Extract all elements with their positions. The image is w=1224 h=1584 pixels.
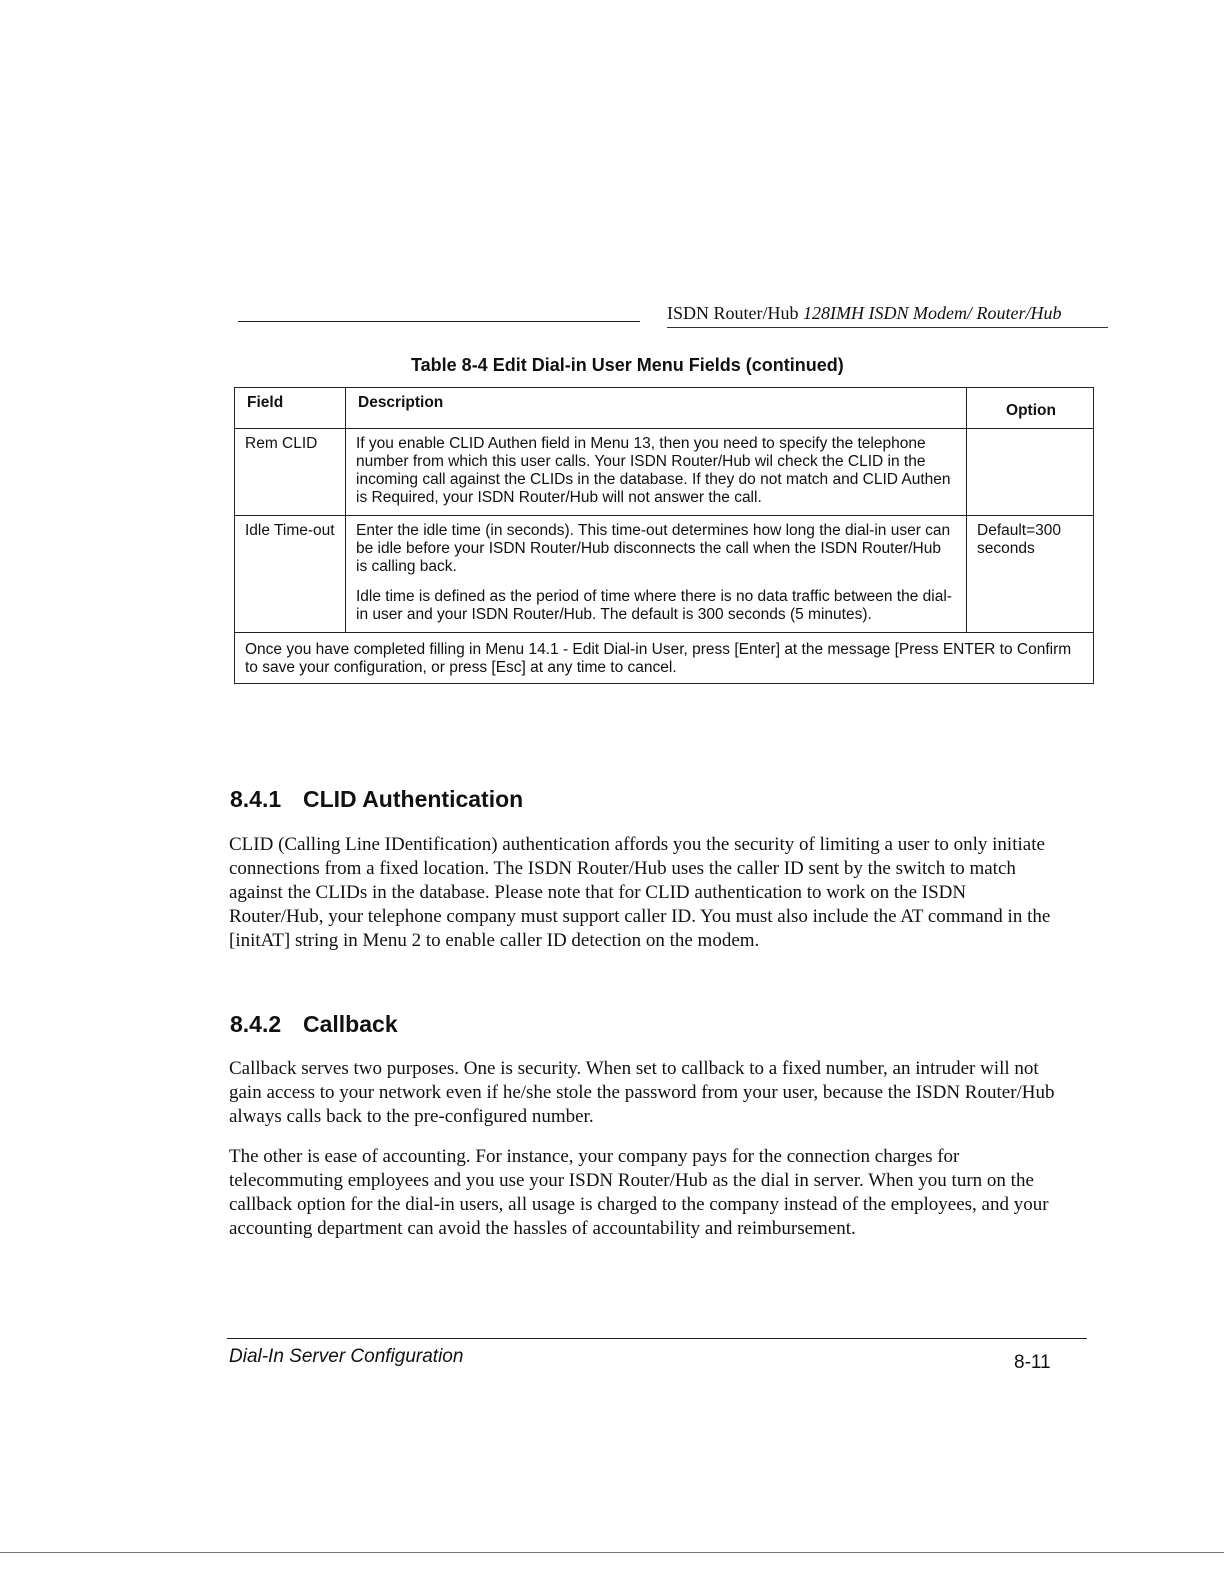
header-product: ISDN Router/Hub — [667, 303, 799, 323]
field-cell: Rem CLID — [235, 429, 346, 516]
field-cell: Idle Time-out — [235, 516, 346, 633]
clid-paragraph: CLID (Calling Line IDentification) authentication affords you the security of limiting a user to only initiate connections from a fixed location. The ISDN Router/Hub uses the caller ID sent by the switch to match against the CLIDs in the database. Please note that for CLID authentication to work on the ISDN Router/Hub, your telephone company must support caller ID. You must also include the AT command in the [initAT] string in Menu 2 to enable caller ID detection on the modem. — [229, 834, 1051, 951]
description-text: Enter the idle time (in seconds). This time-out determines how long the dial-in user can be idle before your ISDN Router/Hub disconnects the call when the ISDN Router/Hub is calling back. — [356, 522, 951, 575]
section-number: 8.4.2 — [230, 1011, 282, 1037]
description-cell — [346, 429, 967, 516]
option-cell: Default=300 seconds — [967, 516, 1094, 633]
table-row — [235, 516, 1094, 633]
column-header-field: Field — [235, 388, 346, 429]
section-heading-clid — [230, 786, 523, 813]
table-row — [235, 429, 1094, 516]
section-title: Callback — [303, 1011, 398, 1037]
header-model: 128IMH — [803, 303, 864, 323]
running-header — [667, 303, 1061, 324]
menu-fields-table — [234, 387, 1094, 684]
description-cell — [346, 516, 967, 633]
description-text: If you enable CLID Authen field in Menu 13, then you need to specify the telephone number from which this user calls. Your ISDN Router/Hub wil check the CLID in the incoming call against the CLIDs in the database. If they do not match and CLID Authen is Required, your ISDN Router/Hub will not answer the call. — [356, 435, 951, 506]
callback-paragraph-1: Callback serves two purposes. One is security. When set to callback to a fixed number, an intruder will not gain access to your network even if he/she stole the password from your user, because the ISDN Router/Hub always calls back to the pre-configured number. — [229, 1058, 1055, 1127]
section-title: CLID Authentication — [303, 786, 524, 812]
header-rule — [238, 321, 640, 322]
section-number: 8.4.1 — [230, 786, 282, 812]
scan-edge-line — [0, 1552, 1224, 1553]
table-footer-note: Once you have completed filling in Menu 14.1 - Edit Dial-in User, press [Enter] at the message [Press ENTER to Confirm to save your configuration, or press [Esc] at any time to cancel. — [235, 633, 1094, 684]
header-desc: ISDN Modem/ Router/Hub — [868, 303, 1062, 323]
page-number: 8-11 — [1014, 1352, 1051, 1373]
table-caption: Table 8-4 Edit Dial-in User Menu Fields (continued) — [411, 355, 844, 375]
callback-paragraph-2: The other is ease of accounting. For instance, your company pays for the connection charges for telecommuting employees and you use your ISDN Router/Hub as the dial in server. When you turn on the callback option for the dial-in users, all usage is charged to the company instead of the employees, and your accounting department can avoid the hassles of accountability and reimbursement. — [229, 1146, 1049, 1239]
footer-chapter-title: Dial-In Server Configuration — [229, 1346, 464, 1367]
description-text: Idle time is defined as the period of time where there is no data traffic between the dial-in user and your ISDN Router/Hub. The default is 300 seconds (5 minutes). — [356, 588, 952, 623]
column-header-description: Description — [346, 388, 967, 429]
table-header-row — [235, 388, 1094, 429]
section-heading-callback — [230, 1011, 398, 1038]
footer-rule — [227, 1338, 1087, 1339]
column-header-option: Option — [967, 388, 1094, 429]
option-cell — [967, 429, 1094, 516]
table-footer-row — [235, 633, 1094, 684]
header-underline — [667, 327, 1108, 328]
